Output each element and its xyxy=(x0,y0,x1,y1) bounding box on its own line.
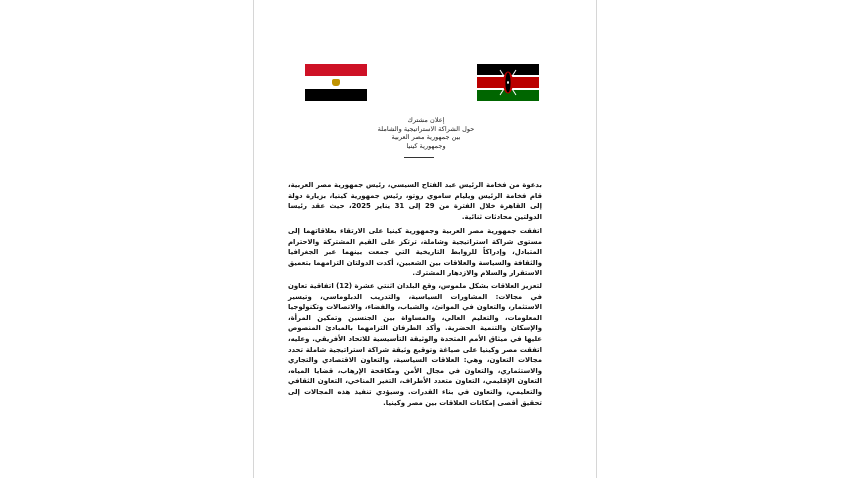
paragraph-text: اتفقت جمهورية مصر العربية وجمهورية كينيا على الارتقاء بعلاقاتهما إلى مستوى شراكة استراتيجية وشاملة، ترتكز على القيم المشتركة والاحترام المتبادل، وإدراكاً للروابط التاريخية التي جمعت بينهما عبر الجغرافيا والثقافة والسياسة والعلاقات بين الشعبين، أكدت الدولتان التزامهما بتعميق الاستقرار والسلام والازدهار المشترك. xyxy=(288,227,542,278)
title-divider xyxy=(404,157,434,158)
declaration-title xyxy=(354,116,498,150)
paragraph-text: لتعزيز العلاقات بشكل ملموس، وقع البلدان اثنتي عشرة (12) اتفاقية تعاون في مجالات: المشاورات السياسية، والتدريب الدبلوماسي، وتيسير الاستثمار، والتعاون في الموانئ، والشباب، والفضاء، والاتصالات وتكنولوجيا المعلومات، والتعليم العالي، والمساواة بين الجنسين وتمكين المرأة، والإسكان والتنمية الحضرية. وأكد الطرفان التزامهما بالمبادئ المنصوص عليها في ميثاق الأمم المتحدة والوثيقة التأسيسية للاتحاد الأفريقي. وعليه، اتفقت مصر وكينيا على صياغة وتوقيع وثيقة شراكة استراتيجية شاملة تحدد مجالات التعاون، وهي: العلاقات السياسية، والتعاون الاقتصادي والتجاري والاستثماري، والتعاون في مجال الأمن ومكافحة الإرهاب، قضايا المياه، التعاون الإقليمي، التعاون متعدد الأطراف، التغير المناخي، التعاون الثقافي والتعليمي، والتعاون في بناء القدرات. وسيؤدي تنفيذ هذه المجالات إلى تحقيق أقصى إمكانات العلاقات بين مصر وكينيا. xyxy=(288,282,542,407)
title-line-4: وجمهورية كينيا xyxy=(406,141,446,150)
document-page xyxy=(253,0,597,478)
egypt-flag-black-band xyxy=(305,89,367,101)
kenya-flag-svg xyxy=(477,64,539,101)
title-line-2: حول الشراكة الاستراتيجية والشاملة xyxy=(377,124,475,133)
egypt-flag-red-band xyxy=(305,64,367,76)
paragraph-visit xyxy=(288,180,542,222)
paragraph-agreements xyxy=(288,281,542,408)
paragraph-partnership xyxy=(288,226,542,279)
title-line-1: إعلان مشترك xyxy=(407,116,445,124)
egypt-flag-icon xyxy=(305,64,367,101)
kenya-flag-icon xyxy=(477,64,539,101)
title-line-3: بين جمهورية مصر العربية xyxy=(391,133,461,142)
maasai-shield-emblem xyxy=(507,81,509,84)
eagle-of-saladin-icon xyxy=(332,79,340,86)
paragraph-text: بدعوة من فخامة الرئيس عبد الفتاح السيسي، رئيس جمهورية مصر العربية، قام فخامة الرئيس ويليام ساموي روتو، رئيس جمهورية كينيا، بزيارة دولة إلى القاهرة خلال الفترة من 29 إلى 31 يناير 2025، حيث عقد رئيسا الدولتين محادثات ثنائية. xyxy=(288,181,542,221)
